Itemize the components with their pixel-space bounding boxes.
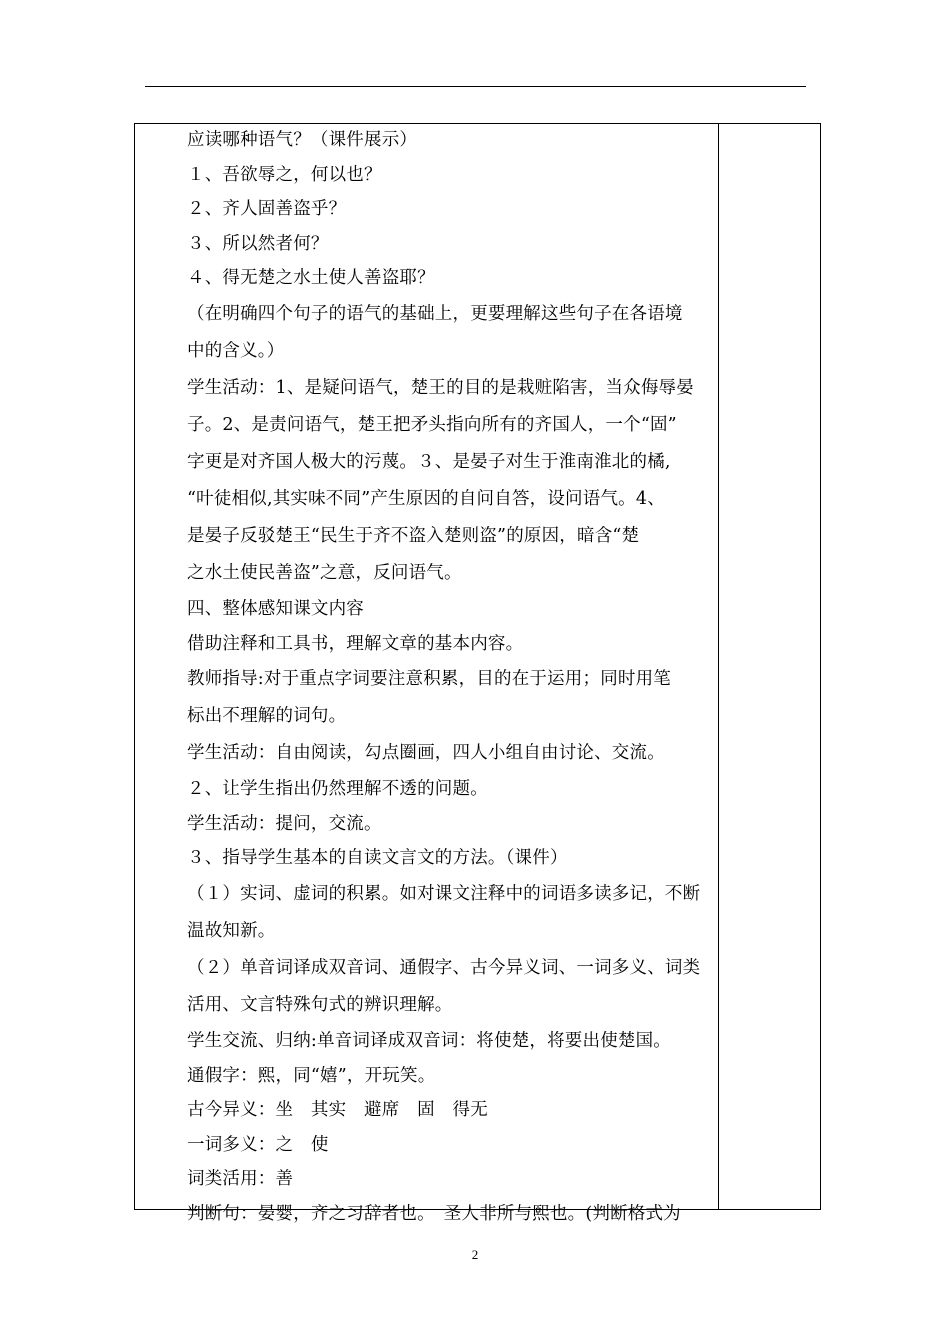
page-number: 2: [471, 1247, 479, 1262]
text-line: 子。2、是责问语气，楚王把矛头指向所有的齐国人，一个“固”: [187, 414, 677, 435]
text-line: 借助注释和工具书，理解文章的基本内容。: [187, 633, 524, 654]
text-line: （１）实词、虚词的积累。如对课文注释中的词语多读多记，不断: [187, 883, 701, 904]
text-line: 学生交流、归纳:单音词译成双音词：将使楚，将要出使楚国。: [187, 1030, 671, 1051]
text-line: 应读哪种语气？（课件展示）: [187, 130, 418, 150]
lesson-content-cell: [187, 123, 712, 1224]
text-line: ２、齐人固善盗乎？: [187, 199, 347, 220]
text-line: 温故知新。: [187, 920, 276, 941]
text-line: （在明确四个句子的语气的基础上，更要理解这些句子在各语境: [187, 303, 683, 324]
text-line: 是晏子反驳楚王“民生于齐不盗入楚则盗”的原因，暗含“楚: [187, 525, 640, 546]
text-line: 教师指导:对于重点字词要注意积累，目的在于运用；同时用笔: [187, 669, 671, 690]
text-line: 判断句：晏婴，齐之习辞者也。 圣人非所与熙也。(判断格式为: [187, 1203, 681, 1224]
text-line: 学生活动：自由阅读，勾点圈画，四人小组自由讨论、交流。: [187, 743, 665, 764]
text-line: 词类活用：善: [187, 1169, 294, 1190]
text-line: “叶徒相似,其实味不同”产生原因的自问自答，设问语气。4、: [187, 488, 665, 509]
text-line: 活用、文言特殊句式的辨识理解。: [187, 994, 453, 1015]
text-line: １、吾欲辱之，何以也？: [187, 164, 382, 185]
header-rule: [145, 86, 806, 87]
text-line: 中的含义。）: [187, 340, 285, 361]
text-line: （２）单音词译成双音词、通假字、古今异义词、一词多义、词类: [187, 957, 701, 978]
text-line: ３、所以然者何？: [187, 233, 329, 254]
text-line: 之水土使民善盗”之意，反问语气。: [187, 562, 462, 583]
section-heading: 四、整体感知课文内容: [187, 598, 364, 619]
text-line: ４、得无楚之水土使人善盗耶？: [187, 268, 435, 289]
text-line: 通假字：熙，同“嬉”，开玩笑。: [187, 1065, 436, 1086]
text-line: 一词多义：之 使: [187, 1134, 329, 1155]
text-line: 标出不理解的词句。: [187, 706, 347, 727]
text-line: 学生活动：提问，交流。: [187, 813, 382, 834]
text-line: 古今异义：坐 其实 避席 固 得无: [187, 1100, 488, 1121]
text-line: 学生活动：1、是疑问语气，楚王的目的是栽赃陷害，当众侮辱晏: [187, 377, 694, 398]
text-line: 字更是对齐国人极大的污蔑。３、是晏子对生于淮南淮北的橘,: [187, 451, 671, 472]
text-line: ２、让学生指出仍然理解不透的问题。: [187, 779, 488, 800]
table-column-divider: [718, 123, 719, 1210]
text-line: ３、指导学生基本的自读文言文的方法。（课件）: [187, 848, 568, 869]
